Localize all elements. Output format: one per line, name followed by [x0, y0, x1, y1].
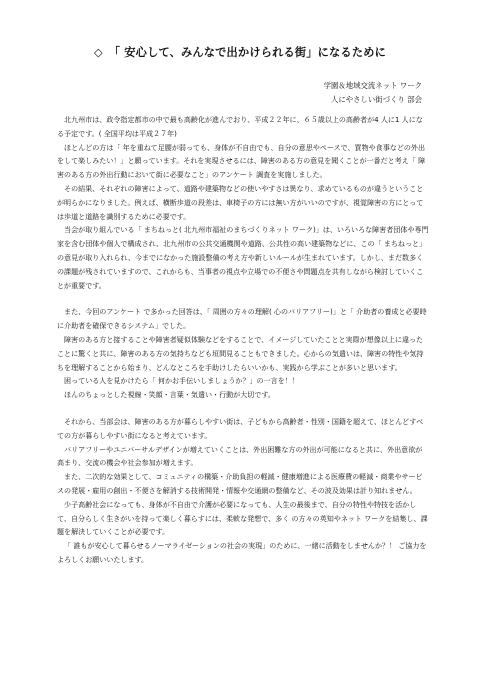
- paragraph: 少子高齢社会になっても、身体が不自由で介護が必要になっても、人生の最後まで、自分の特性や特技を活かして、自分らしく生きがいを持って楽しく暮らすには、柔軟な発想で、多く の方々の英知やネット ワークを結集し、課題を解決していくことが必要です。: [57, 499, 428, 537]
- organization-name: 学園＆地域交流ネット ワーク: [323, 81, 422, 90]
- title-text: 「 安心して、みんなで出かけられる街」になるために: [108, 46, 386, 59]
- diamond-icon: ◇: [94, 46, 103, 59]
- paragraph: 当会が取り組んでいる「 まちねっと( 北九州市福祉のまちづくりネット ワーク)」は、いろいろな障害者団体や専門家を含む団体や個人で構成され、北九州市の公共交通機関や道路、公共性の高い建築物などに、この「 まちねっと」の意見が取り入れられ、今までになかった施設整備の考え方や新しいルールが生まれています。しかし、まだ数多くの課題が残されていますので、これからも、当事者の視点や立場での不便さや問題点を共有しながら検討していくことが重要です。: [57, 225, 429, 290]
- document-body: [57, 113, 429, 567]
- paragraph: それから、当部会は、障害のある方が暮らしやすい街は、子どもから高齢者・性別・国籍を超えて、ほとんどすべての方が暮らしやすい街になると考えています。: [57, 416, 424, 440]
- paragraph: その結果、それぞれの障害によって、道路や建築物などの使いやすさは異なり、求めているものが違うということが明らかになりました。例えば、横断歩道の段差は、車椅子の方には無い方がいいのですが、視覚障害の方にとっては歩道と道路を識別するために必要です。: [57, 183, 424, 221]
- committee-name: 人にやさしい街づくり 部会: [330, 95, 422, 104]
- paragraph: また、二次的な効果として、コミュニティの構築・介助負担の軽減・健康増進による医療費の軽減・商業やサービスの発展・雇用の創出・不便さを解消する技術開発・情報や交通網の整備など、その波及効果は計り知れません。: [57, 472, 423, 495]
- paragraph: 「 誰もが安心して暮らせるノーマライゼーションの社会の実現」のために、一緒に活動をしませんか？！ ご協力をよろしくお願いいたします。: [57, 541, 427, 564]
- document-title: [0, 44, 480, 60]
- paragraph: バリアフリーやユニバーサルデザインが増えていくことは、外出困難な方の外出が可能になると共に、外出意欲が高まり、交流の機会や社会参加が増えます。: [57, 444, 423, 468]
- paragraph: ほんのちょっとした視線・笑顔・言葉・気遣い・行動が大切です。: [64, 390, 275, 400]
- paragraph: 北九州市は、政令指定都市の中で最も高齢化が進んでおり、平成２２年に、６５歳以上の高齢者が4 人に1 人になる予定です。( 全国平均は平成２７年): [57, 115, 423, 138]
- paragraph-spacer: [57, 292, 429, 305]
- paragraph: また、今回のアンケート で多かった回答は、「 周囲の方々の理解( 心のバリアフリー)」と「 介助者の養成と必要時に介助者を確保できるシステム」でした。: [57, 307, 427, 331]
- paragraph: 障害のある方と接することや障害者疑似体験などをすることで、イメージしていたことと実際が想像以上に違ったことに驚くと共に、障害のある方の気持ちなども垣間見ることもできました。心からの気遣いは、障害の特性や気持ちを理解することから始まり、どんなところを手助けしたらいいかも、実践から学ぶことが多いと思います。: [57, 334, 424, 372]
- paragraph: ほとんどの方は「 年を重ねて足腰が弱っても、身体が不自由でも、自分の意思やペースで、買物や食事などの外出をして楽しみたい！」と願っています。それを実現させるには、障害のある方の意見を聞くことが一番だと考え「 障害のある方の外出行動において街に必要なこと」のアンケート 調査を実施しました。: [57, 142, 426, 180]
- paragraph: 困っている人を見かけたら「 何かお手伝いしましょうか？」の一言を！！: [64, 376, 299, 386]
- paragraph-spacer: [57, 402, 429, 415]
